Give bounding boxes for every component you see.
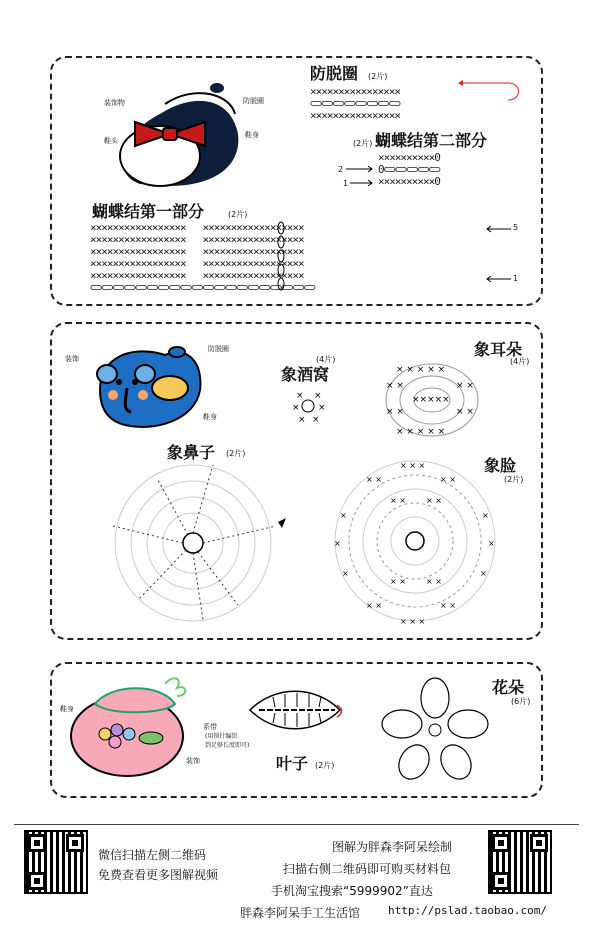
ear-title: 象耳朵: [474, 340, 523, 359]
leaf-title: 叶子: [276, 754, 309, 773]
label-strap-note1: (用锁针编织: [205, 733, 238, 740]
footer-divider: [14, 824, 579, 825]
svg-text:× ×: × ×: [366, 475, 382, 484]
svg-text:× ×: × ×: [386, 381, 404, 391]
trunk-title: 象鼻子: [167, 443, 216, 462]
bow-part1-chain-column: [276, 220, 288, 290]
bow-part1-rows: ××××××××××××××××× ×××××××××××××××××× ××××××××××××××××× ×××××××××××××××××× ××××××××××××××××× ×××××××××××××××××× ××××××××××××××××× ×××××××××××××××××× ××××××××××××××××× ×××××××××××××××××× ⊂⊃⊂⊃⊂⊃⊂⊃⊂⊃⊂⊃⊂⊃⊂⊃⊂⊃⊂⊃⊂⊃⊂⊃⊂⊃⊂⊃⊂⊃⊂⊃⊂⊃⊂⊃⊂⊃⊂⊃: [90, 221, 315, 294]
footer-left-line1: 微信扫描左侧二维码: [98, 848, 207, 862]
dimple-qty: (4片): [316, 355, 336, 364]
svg-text:× × ×: × × ×: [400, 617, 426, 626]
svg-text:× ×: × ×: [390, 496, 406, 505]
face-chart: [330, 458, 500, 628]
row-mark-2: 2: [338, 165, 344, 174]
footer-left-line2: 免费查看更多图解视频: [98, 868, 219, 882]
right-qr-code[interactable]: [488, 830, 552, 894]
anti-slip-qty: (2片): [368, 72, 388, 81]
svg-text:×: ×: [318, 403, 326, 413]
svg-text:×: ×: [292, 403, 300, 413]
bow-part1-qty: (2片): [228, 210, 248, 219]
label-strap: 系带: [203, 723, 217, 731]
label-basket-decoration: 装饰: [186, 757, 200, 765]
svg-text:×: ×: [342, 569, 349, 578]
basket-shoe-illustration: [65, 674, 195, 784]
ear-chart: [382, 360, 482, 440]
flower-qty: (6片): [511, 697, 531, 706]
svg-text:× ×: × ×: [456, 407, 474, 417]
label-elephant-body: 鞋身: [203, 413, 217, 421]
bow-shoe-illustration: [100, 74, 240, 194]
elephant-shoe-illustration: [95, 340, 205, 430]
label-basket-body: 鞋身: [60, 705, 74, 713]
flower-title: 花朵: [492, 678, 525, 697]
row-arrows-2: [346, 164, 376, 184]
left-qr-code[interactable]: [24, 830, 88, 894]
svg-text:× ×: × ×: [440, 601, 456, 610]
label-elephant-anti-slip: 防脱圈: [208, 345, 229, 353]
svg-text:×××××: ×××××: [412, 395, 450, 405]
svg-text:×: ×: [296, 391, 304, 401]
svg-text:× ×: × ×: [390, 577, 406, 586]
footer-shop-url[interactable]: http://pslad.taobao.com/: [388, 904, 547, 917]
leaf-qty: (2片): [315, 761, 335, 770]
svg-text:× ×: × ×: [426, 496, 442, 505]
svg-text:×: ×: [314, 391, 322, 401]
label-decoration: 装饰物: [104, 99, 125, 107]
anti-slip-title: 防脱圈: [310, 64, 359, 83]
bow-part2-title: 蝴蝶结第二部分: [375, 131, 488, 150]
svg-text:× × × × ×: × × × × ×: [396, 427, 446, 437]
bow-part1-title: 蝴蝶结第一部分: [92, 202, 205, 221]
label-elephant-decoration: 装饰: [65, 355, 79, 363]
row-mark-1b: 1: [513, 274, 519, 283]
trunk-chart: [108, 460, 298, 630]
svg-text:× ×: × ×: [366, 601, 382, 610]
svg-text:×: ×: [340, 511, 347, 520]
svg-text:× × ×: × × ×: [400, 461, 426, 470]
svg-text:×: ×: [480, 569, 487, 578]
face-title: 象脸: [484, 456, 517, 475]
svg-text:× ×: × ×: [440, 475, 456, 484]
label-anti-slip: 防脱圈: [243, 97, 264, 105]
leaf-chart: [245, 687, 345, 737]
svg-text:× ×: × ×: [456, 381, 474, 391]
bow-part2-rows: ××××××××××0 0⊂⊃⊂⊃⊂⊃⊂⊃⊂⊃ ××××××××××0: [378, 151, 440, 188]
svg-text:× ×: × ×: [386, 407, 404, 417]
row-arrows-1: [485, 226, 513, 286]
label-toe: 鞋头: [104, 137, 118, 145]
face-qty: (2片): [504, 475, 524, 484]
footer-right-line3: 手机淘宝搜索“5999902”直达: [271, 884, 433, 898]
row-mark-1: 1: [343, 179, 349, 188]
svg-text:×: ×: [488, 539, 495, 548]
svg-text:×: ×: [298, 415, 306, 425]
ear-qty: (4片): [510, 357, 530, 366]
label-body: 鞋身: [245, 131, 259, 139]
svg-text:×: ×: [482, 511, 489, 520]
svg-text:× × × × ×: × × × × ×: [396, 365, 446, 375]
svg-text:× ×: × ×: [426, 577, 442, 586]
footer-right-line2: 扫描右侧二维码即可购买材料包: [283, 862, 452, 876]
anti-slip-rows: ×××××××××××××××× ⊂⊃⊂⊃⊂⊃⊂⊃⊂⊃⊂⊃⊂⊃⊂⊃ ××××××××××××××××: [310, 85, 400, 122]
svg-text:×: ×: [312, 415, 320, 425]
trunk-qty: (2片): [226, 449, 246, 458]
label-strap-note2: 到足够长度即可): [205, 742, 250, 749]
footer-shop-name: 胖森李阿呆手工生活馆: [240, 906, 361, 920]
footer-right-line1: 图解为胖森李阿呆绘制: [332, 840, 453, 854]
bow-part2-qty: (2片): [353, 139, 373, 148]
svg-text:×: ×: [334, 539, 341, 548]
dimple-title: 象酒窝: [281, 365, 330, 384]
dimple-chart: [288, 388, 328, 428]
row-mark-5: 5: [513, 223, 519, 232]
flower-chart: [380, 676, 490, 786]
